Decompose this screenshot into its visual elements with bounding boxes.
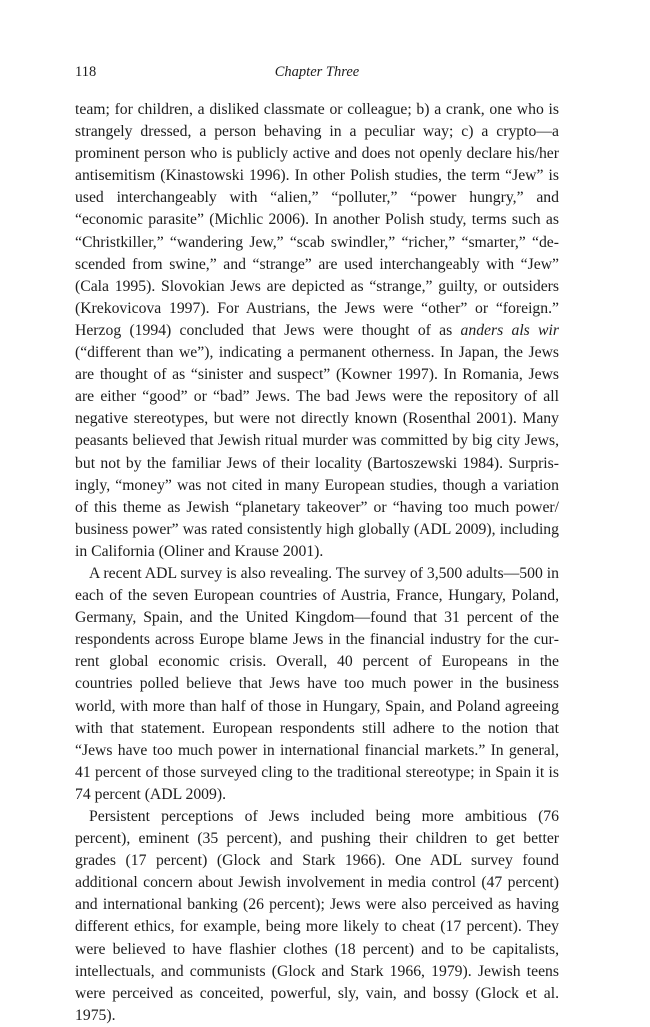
book-page — [75, 64, 559, 1027]
body-text — [75, 99, 559, 1027]
running-head — [75, 64, 559, 88]
paragraph-text: team; for children, a disliked classmate or colleague; b) a crank, one who is strangely dressed, a person behaving in a peculiar way; c) a crypto—a prominent person who is publicly active and does not openly declare his/her antisemitism (Kinastowski 1996). In other Polish studies, the term “Jew” is used interchangeably with “alien,” “polluter,” “power hungry,” and “economic parasite” (Michlic 2006). In another Polish study, terms such as “Christkiller,” “wandering Jew,” “scab swindler,” “richer,” “smarter,” “descended from swine,” and “strange” are used interchangeably with “Jew” (Cala 1995). Slovokian Jews are depicted as “strange,” guilty, or outsiders (Krekovicova 1997). For Austrians, the Jews were “other” or “foreign.” Herzog (1994) concluded that Jews were thought of as — [75, 101, 559, 339]
paragraph-stereotype-terms — [75, 99, 559, 563]
paragraph-adl-survey: A recent ADL survey is also revealing. The survey of 3,500 adults—500 in each of the seven European countries of Austria, France, Hungary, Poland, Germany, Spain, and the United Kingdom—found that 31 percent of the respondents across Europe blame Jews in the financial industry for the current global economic crisis. Overall, 40 percent of Europeans in the countries polled believe that Jews have too much power in the business world, with more than half of those in Hungary, Spain, and Poland agreeing with that statement. European respondents still adhere to the notion that “Jews have too much power in international financial markets.” In general, 41 percent of those surveyed cling to the traditional stereotype; in Spain it is 74 percent (ADL 2009). — [75, 564, 559, 803]
chapter-title: Chapter Three — [274, 64, 360, 80]
paragraph-text: (“different than we”), indicating a permanent otherness. In Japan, the Jews are thought of as “sinister and suspect” (Kowner 1997). In Romania, Jews are either “good” or “bad” Jews. The bad Jews were the repository of all negative stereotypes, but were not directly known (Rosenthal 2001). Many peasants believed that Jewish ritual murder was committed by big city Jews, but not by the familiar Jews of their locality (Bartoszewski 1984). Surprisingly, “money” was not cited in many European studies, though a variation of this theme as Jewish “planetary takeover” or “having too much power/​business power” was rated consistently high globally (ADL 2009), including in California (Oliner and Krause 2001). — [75, 344, 559, 560]
page-number: 118 — [75, 64, 97, 80]
italic-phrase: anders als wir — [460, 321, 559, 339]
paragraph-persistent-perceptions: Persistent perceptions of Jews included being more ambitious (76 percent), eminent (35 percent), and pushing their children to get better grades (17 percent) (Glock and Stark 1966). One ADL survey found additional concern about Jewish involvement in media control (47 percent) and international banking (26 percent); Jews were also perceived as having different ethics, for example, being more likely to cheat (17 percent). They were believed to have flashier clothes (18 percent) and to be capitalists, intellectuals, and communists (Glock and Stark 1966, 1979). Jewish teens were perceived as conceited, powerful, sly, vain, and bossy (Glock et al. 1975). — [75, 808, 559, 1024]
